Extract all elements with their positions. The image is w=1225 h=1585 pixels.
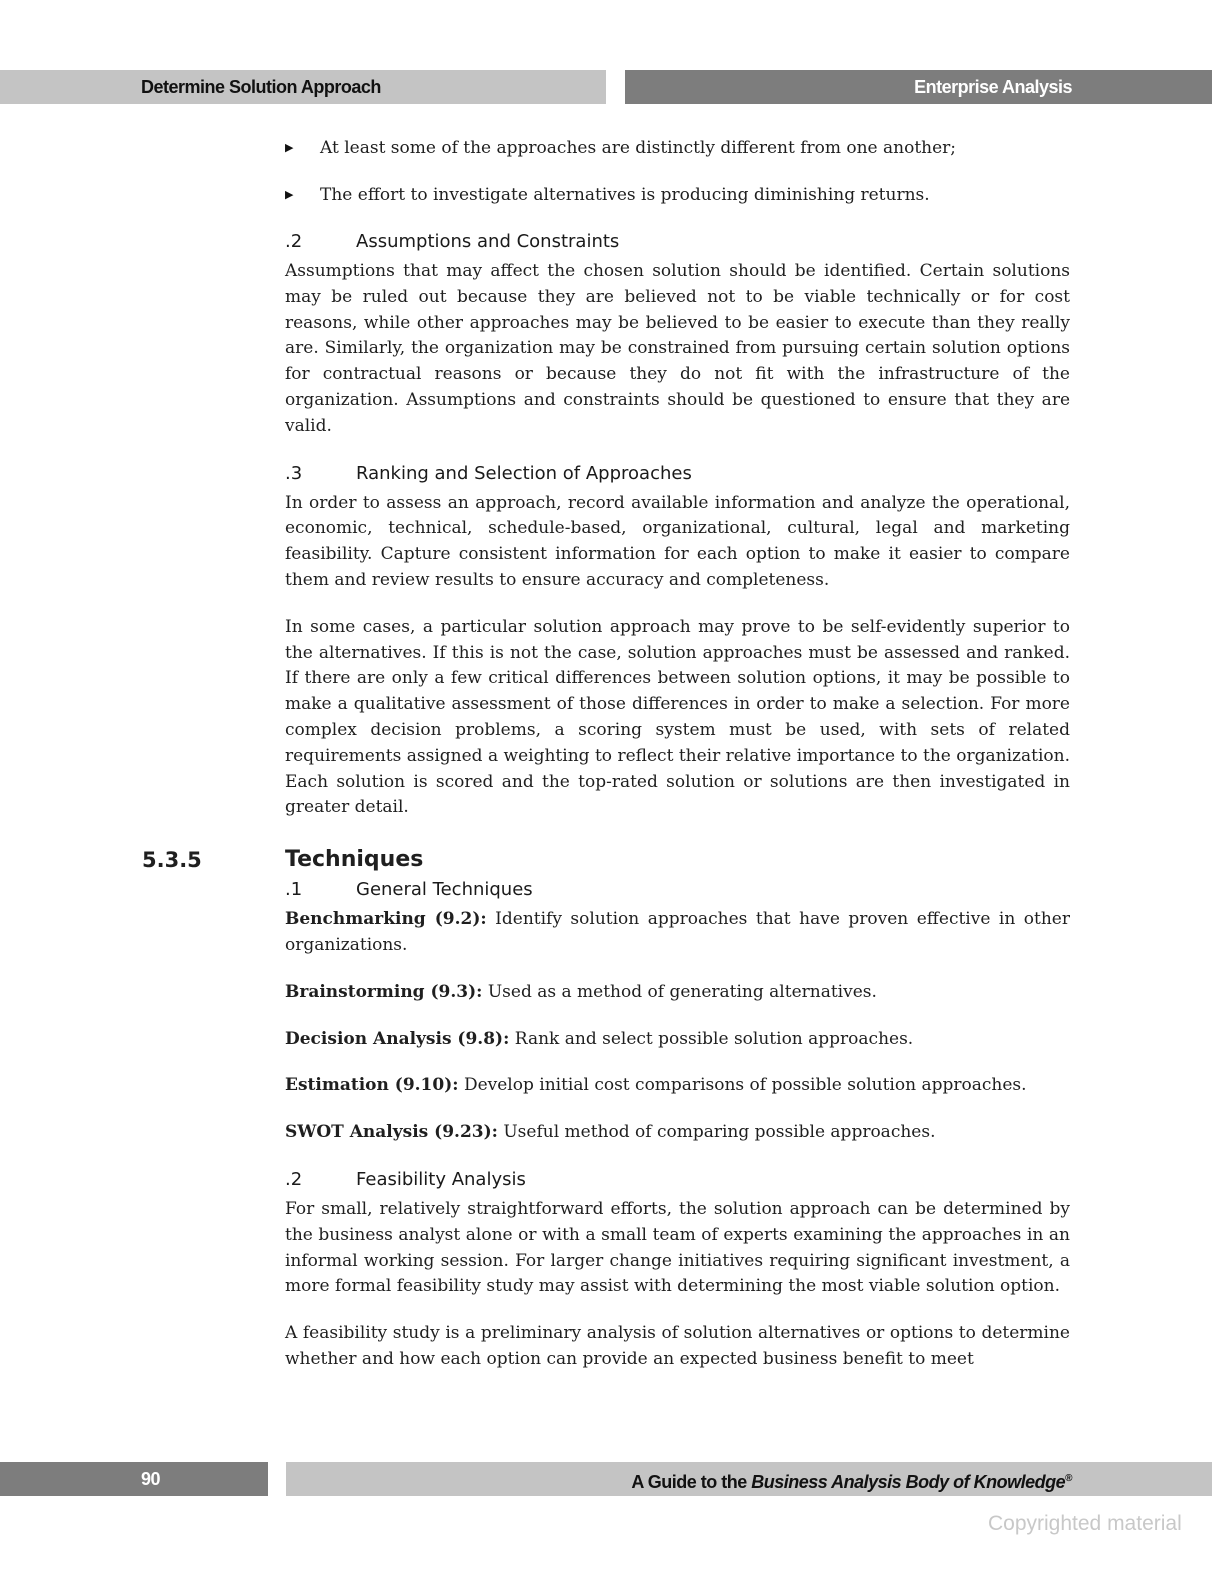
paragraph-ranking-2: In some cases, a particular solution approach may prove to be self-evidently superior to the alternatives. If this is not the case, solution approaches must be assessed and ranked. If there are only a few critical differences between solution options, it may be possible to make a qualitative assessment of those differences in order to make a selection. For more complex decision problems, a scoring system must be used, with sets of related requirements assigned a weighting to reflect their relative importance to the organization. Each solution is scored and the top-rated solution or solutions are then investigated in greater detail. bbox=[285, 616, 1070, 818]
bullet-item bbox=[285, 182, 1070, 208]
technique-description: Used as a method of generating alternatives. bbox=[482, 981, 877, 1002]
footer-book-name: Business Analysis Body of Knowledge bbox=[751, 1472, 1066, 1492]
subheading-feasibility bbox=[285, 1167, 1070, 1193]
technique-item bbox=[285, 1120, 1070, 1146]
technique-item bbox=[285, 907, 1070, 959]
subheading-assumptions bbox=[285, 229, 1070, 255]
paragraph-feasibility-1: For small, relatively straightforward efforts, the solution approach can be determined by the business analyst alone or with a small team of experts examining the approaches in an informal working session. For larger change initiatives requiring significant investment, a more formal feasibility study may assist with determining the most viable solution option. bbox=[285, 1198, 1070, 1297]
technique-description: Develop initial cost comparisons of possible solution approaches. bbox=[458, 1075, 1027, 1096]
subheading-number: .2 bbox=[285, 231, 303, 252]
technique-description: Identify solution approaches that have proven effective in other organizations. bbox=[285, 909, 1070, 955]
running-header-right: Enterprise Analysis bbox=[625, 70, 1212, 104]
footer-book-title bbox=[286, 1462, 1212, 1496]
section-heading bbox=[142, 845, 1070, 875]
subheading-number: .2 bbox=[285, 1168, 303, 1190]
subheading-number: .1 bbox=[285, 879, 303, 901]
technique-term: Estimation (9.10): bbox=[285, 1075, 459, 1096]
paragraph-feasibility-2: A feasibility study is a preliminary analysis of solution alternatives or options to determine whether and how each option can provide an expected business benefit to meet bbox=[285, 1323, 1070, 1369]
running-header-left: Determine Solution Approach bbox=[0, 70, 606, 104]
bullet-text: At least some of the approaches are distinctly different from one another; bbox=[320, 138, 957, 158]
subheading-number: .3 bbox=[285, 462, 303, 484]
bullet-triangle-icon: ▶ bbox=[285, 188, 294, 201]
copyright-watermark: Copyrighted material bbox=[988, 1512, 1182, 1535]
technique-term: Decision Analysis (9.8): bbox=[285, 1028, 510, 1049]
paragraph-ranking-1: In order to assess an approach, record available information and analyze the operational, economic, technical, schedule-based, organizational, cultural, legal and marketing feasibility. Capture consistent information for each option to make it easier to compare them and review results to ensure accuracy and completeness. bbox=[285, 492, 1070, 590]
paragraph-assumptions: Assumptions that may affect the chosen solution should be identified. Certain solutions may be ruled out because they are believed not to be viable technically or for cost reasons, while other approaches may be believed to be easier to execute than they really are. Similarly, the organization may be constrained from pursuing certain solution options for contractual reasons or because they do not fit with the infrastructure of the organization. Assumptions and constraints should be questioned to ensure that they are valid. bbox=[285, 261, 1070, 436]
technique-term: SWOT Analysis (9.23): bbox=[285, 1122, 498, 1143]
technique-term: Brainstorming (9.3): bbox=[285, 981, 483, 1002]
subheading-title: General Techniques bbox=[356, 879, 533, 901]
technique-term: Benchmarking (9.2): bbox=[285, 909, 487, 930]
section-number: 5.3.5 bbox=[142, 848, 202, 873]
bullet-triangle-icon: ▶ bbox=[285, 141, 294, 154]
technique-item bbox=[285, 1027, 1070, 1053]
bullet-item bbox=[285, 135, 1070, 161]
subheading-title: Feasibility Analysis bbox=[356, 1168, 526, 1190]
subheading-ranking bbox=[285, 461, 1070, 487]
footer-page-number: 90 bbox=[0, 1462, 268, 1496]
bullet-text: The effort to investigate alternatives is producing diminishing returns. bbox=[320, 185, 930, 205]
footer-book-prefix: A Guide to the bbox=[631, 1472, 752, 1492]
section-title: Techniques bbox=[285, 847, 424, 873]
subheading-title: Ranking and Selection of Approaches bbox=[356, 462, 692, 484]
registered-mark: ® bbox=[1065, 1473, 1072, 1484]
technique-item bbox=[285, 980, 1070, 1006]
technique-description: Rank and select possible solution approaches. bbox=[509, 1028, 914, 1049]
technique-item bbox=[285, 1073, 1070, 1099]
technique-description: Useful method of comparing possible approaches. bbox=[497, 1122, 936, 1143]
subheading-title: Assumptions and Constraints bbox=[356, 231, 620, 252]
page-content bbox=[142, 135, 1070, 1394]
subheading-general-techniques bbox=[285, 877, 1070, 903]
